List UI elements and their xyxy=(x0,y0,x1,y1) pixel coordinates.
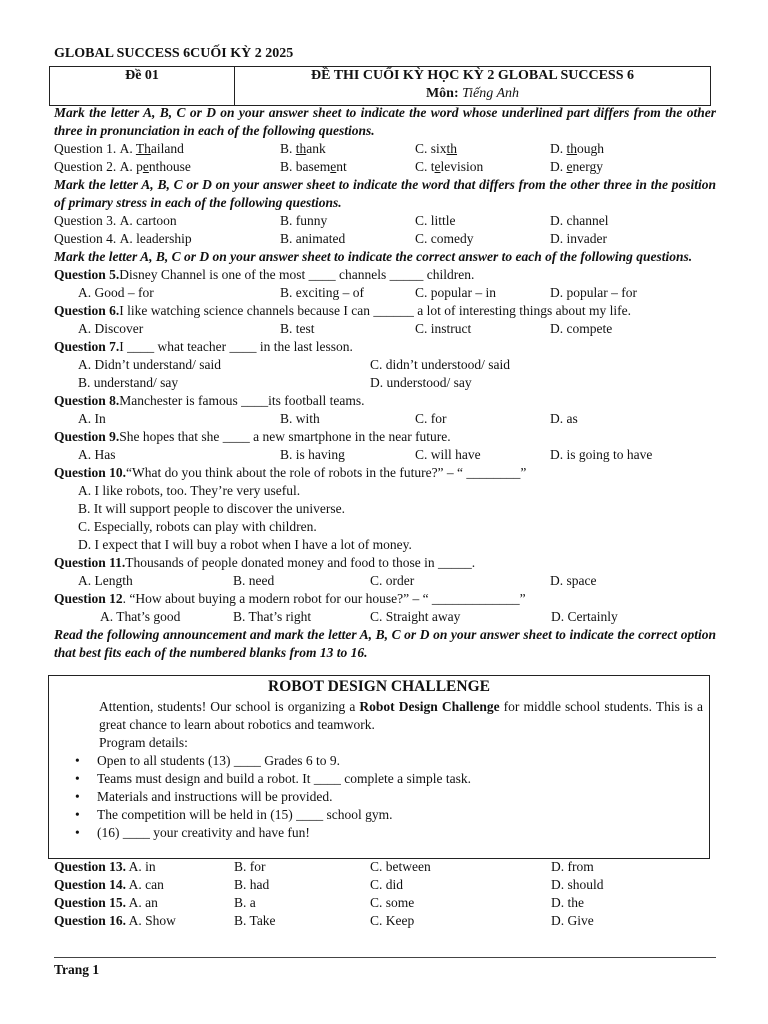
q5-options: A. Good – for B. exciting – of C. popular – in D. popular – for xyxy=(78,285,637,300)
question-6: Question 6. I like watching science channels because I can ______ a lot of interesting things about my life. xyxy=(54,303,631,318)
q1-option-c: C. sixth xyxy=(415,141,458,156)
q1-option-d: D. though xyxy=(550,141,605,156)
instruction-announcement: Read the following announcement and mark the letter A, B, C or D on your answer sheet to indicate the correct option that best fits each of the numbered blanks from 13 to 16. xyxy=(54,627,716,660)
questions-13-16 xyxy=(54,858,716,930)
question-11: Question 11. Thousands of people donated money and food to those in _____. xyxy=(54,555,476,570)
question-15: Question 15. A. an B. a C. some D. the xyxy=(54,895,584,910)
instruction-pronunciation: Mark the letter A, B, C or D on your answer sheet to indicate the word whose underlined part differs from the other three in pronunciation in each of the following questions. xyxy=(54,105,716,138)
exam-header-table xyxy=(49,66,711,106)
q9-options: A. Has B. is having C. will have D. is going to have xyxy=(78,447,653,462)
exam-content xyxy=(54,104,716,662)
list-item: • Open to all students (13) ____ Grades 6 to 9. xyxy=(75,753,340,768)
q10-options: A. I like robots, too. They’re very useful. B. It will support people to discover the universe. C. Especially, robots can play with children. D. I expect that I will buy a robot when I have a lot of money. xyxy=(78,483,412,552)
question-2: Question 2. A. penthouse B. basement C. television D. energy xyxy=(54,158,716,176)
document-title: GLOBAL SUCCESS 6CUỐI KỲ 2 2025 xyxy=(54,46,294,61)
question-5: Question 5. Disney Channel is one of the most ____ channels _____ children. xyxy=(54,267,475,282)
question-4: Question 4. A. leadership B. animated C. comedy D. invader xyxy=(54,231,607,246)
list-item: • The competition will be held in (15) ____ school gym. xyxy=(75,807,393,822)
q2-option-a: A. penthouse xyxy=(119,159,191,174)
question-3: Question 3. A. cartoon B. funny C. little D. channel xyxy=(54,213,609,228)
announcement-program-details: Program details: xyxy=(99,735,188,750)
q7-options-row1: A. Didn’t understand/ said C. didn’t understood/ said xyxy=(78,357,510,372)
q6-options: A. Discover B. test C. instruct D. compete xyxy=(78,321,613,336)
question-13: Question 13. A. in B. for C. between D. from xyxy=(54,859,594,874)
announcement-intro: Attention, students! Our school is organizing a Robot Design Challenge for middle school students. This is a great chance to learn about robotics and teamwork. xyxy=(99,699,703,732)
footer-divider xyxy=(54,957,716,958)
instruction-correct-answer: Mark the letter A, B, C or D on your answer sheet to indicate the correct answer to each of the following questions. xyxy=(54,249,693,264)
q1-option-a: A. Thailand xyxy=(119,141,184,156)
list-item: • Teams must design and build a robot. It ____ complete a simple task. xyxy=(75,771,471,786)
q7-options-row2: B. understand/ say D. understood/ say xyxy=(78,375,472,390)
announcement-bullets xyxy=(49,752,709,842)
list-item: • Materials and instructions will be provided. xyxy=(75,789,333,804)
exam-header-right xyxy=(235,67,710,105)
question-10: Question 10. “What do you think about the role of robots in the future?” – “ ________” xyxy=(54,465,527,480)
question-9: Question 9. She hopes that she ____ a new smartphone in the near future. xyxy=(54,429,451,444)
exam-code: Đề 01 xyxy=(50,67,235,105)
list-item: • (16) ____ your creativity and have fun! xyxy=(75,825,310,840)
announcement-box xyxy=(48,675,710,859)
q1-option-b: B. thank xyxy=(280,141,326,156)
question-16: Question 16. A. Show B. Take C. Keep D. Give xyxy=(54,913,594,928)
q11-options: A. Length B. need C. order D. space xyxy=(78,573,597,588)
q12-options: A. That’s good B. That’s right C. Straight away D. Certainly xyxy=(100,609,618,624)
q2-option-d: D. energy xyxy=(550,159,603,174)
instruction-stress: Mark the letter A, B, C or D on your answer sheet to indicate the word that differs from the other three in the position of primary stress in each of the following questions. xyxy=(54,177,716,210)
question-7: Question 7. I ____ what teacher ____ in the last lesson. xyxy=(54,339,353,354)
q2-option-c: C. television xyxy=(415,159,484,174)
page-number: Trang 1 xyxy=(54,962,100,977)
question-14: Question 14. A. can B. had C. did D. should xyxy=(54,877,604,892)
q8-options: A. In B. with C. for D. as xyxy=(78,411,578,426)
q2-option-b: B. basement xyxy=(280,159,347,174)
question-12: Question 12 . “How about buying a modern robot for our house?” – “ _____________” xyxy=(54,591,526,606)
question-1: Question 1. A. Thailand B. thank C. sixth D. though xyxy=(54,140,716,158)
question-8: Question 8. Manchester is famous ____its football teams. xyxy=(54,393,365,408)
announcement-title: ROBOT DESIGN CHALLENGE xyxy=(268,678,490,695)
exam-title: ĐỀ THI CUỐI KỲ HỌC KỲ 2 GLOBAL SUCCESS 6 xyxy=(311,68,634,83)
exam-subject: Môn: Tiếng Anh xyxy=(425,86,520,101)
